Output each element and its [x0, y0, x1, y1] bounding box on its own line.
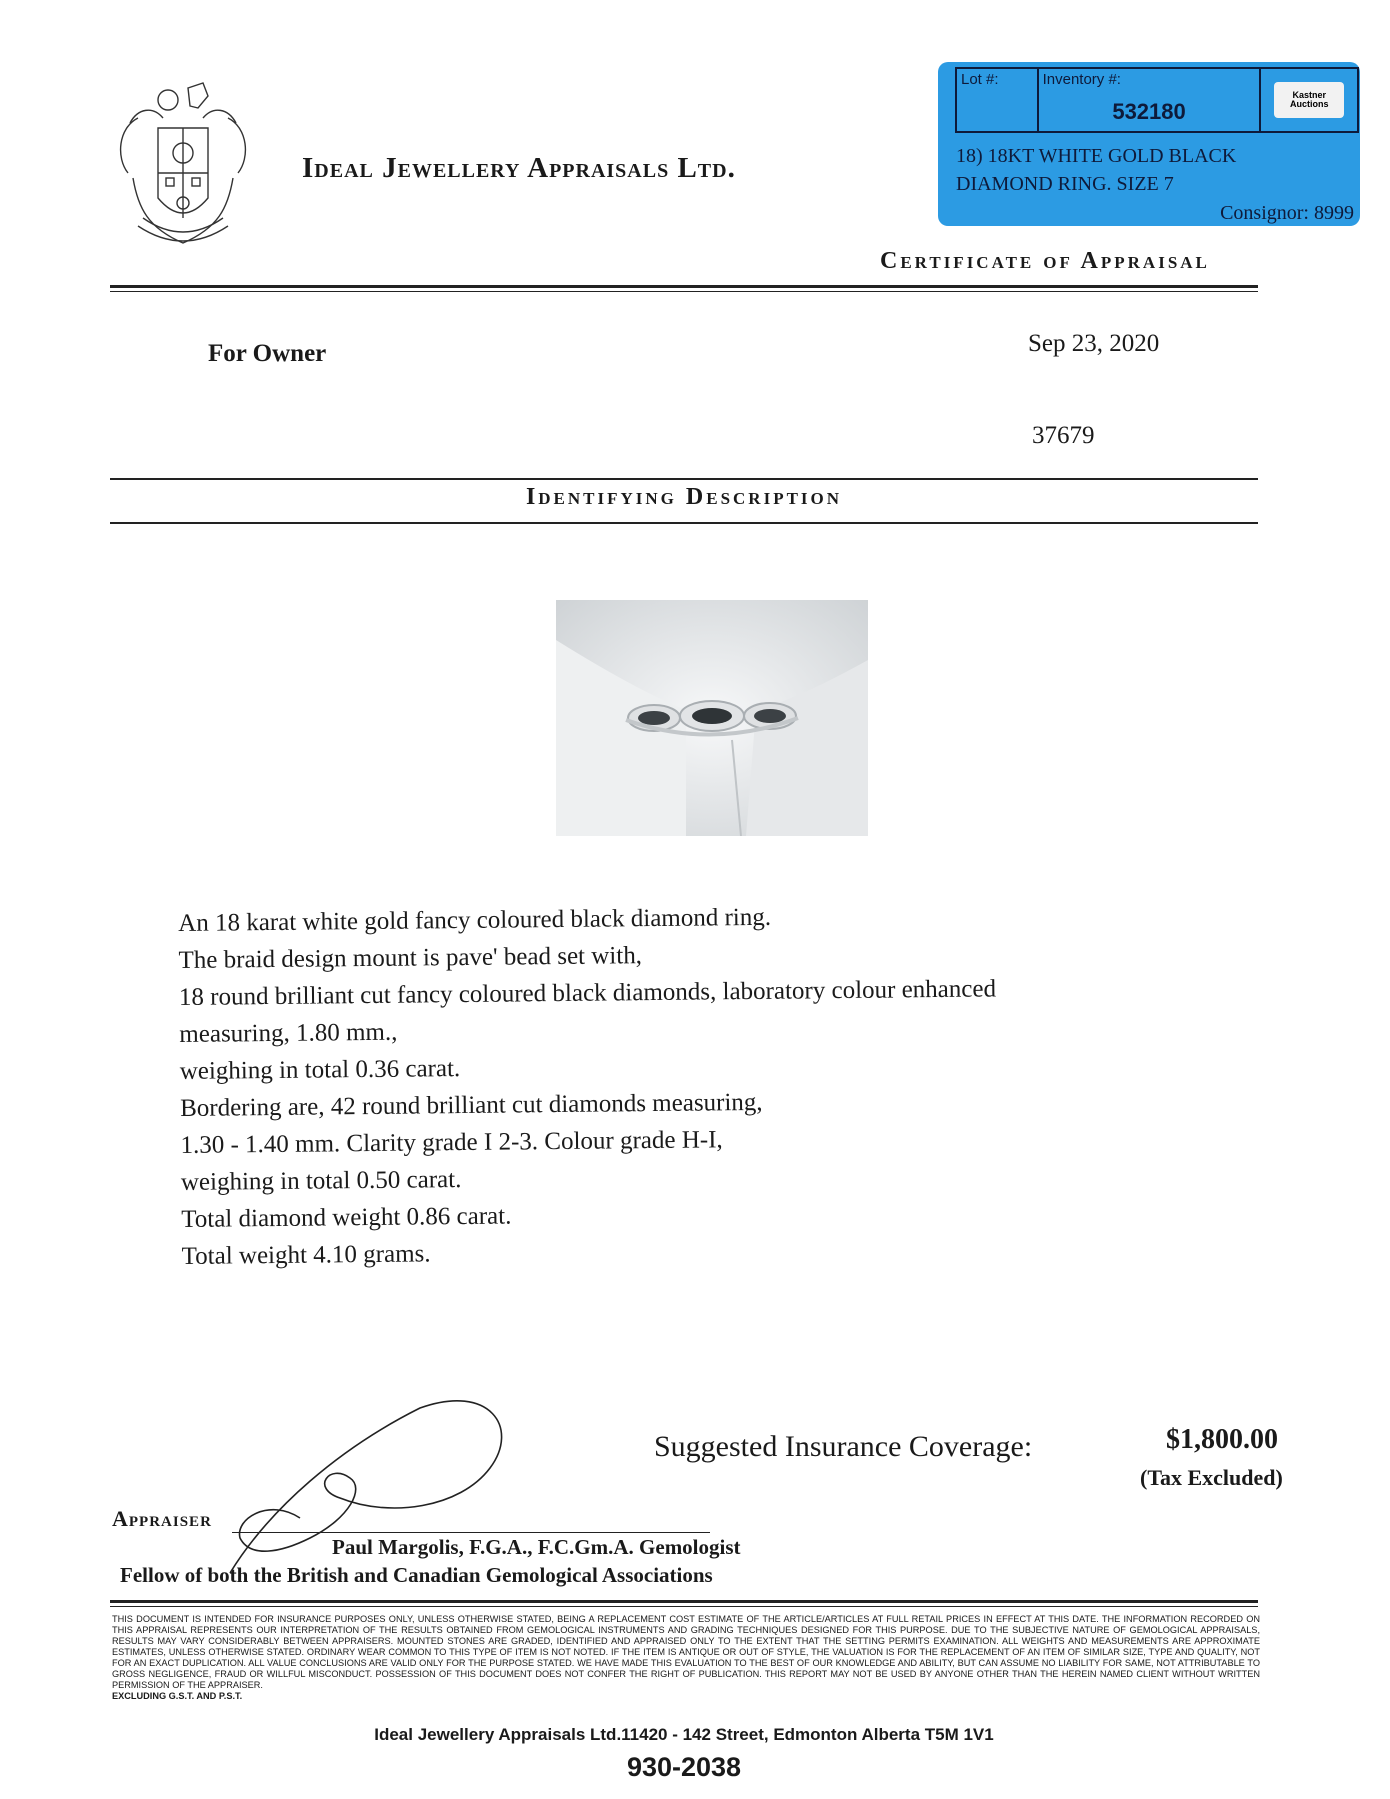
header-divider-thick: [110, 285, 1258, 288]
signature-line: [232, 1532, 710, 1533]
description-line: Total diamond weight 0.86 carat.: [181, 1202, 512, 1233]
header-divider-thin: [110, 291, 1258, 292]
disclaimer-tax-line: EXCLUDING G.S.T. AND P.S.T.: [112, 1691, 243, 1701]
inventory-label: Inventory #:: [1042, 71, 1121, 88]
certificate-title: Certificate of Appraisal: [880, 248, 1210, 274]
lot-description-line2: DIAMOND RING. SIZE 7: [956, 173, 1174, 195]
lot-label: Lot #:: [961, 71, 999, 88]
kastner-auctions-logo: [1274, 82, 1344, 118]
appraiser-credentials: Fellow of both the British and Canadian Gemological Associations: [120, 1563, 713, 1587]
lot-sticker: [938, 62, 1360, 226]
description-line: measuring, 1.80 mm.,: [179, 1018, 398, 1048]
auction-logo-line1: Kastner: [1292, 90, 1326, 100]
inventory-cell: [1039, 69, 1262, 131]
coat-of-arms-logo: [108, 78, 258, 258]
lot-description-line1: 18) 18KT WHITE GOLD BLACK: [956, 145, 1237, 167]
tax-note: (Tax Excluded): [1140, 1465, 1283, 1490]
disclaimer-text: THIS DOCUMENT IS INTENDED FOR INSURANCE PURPOSES ONLY, UNLESS OTHERWISE STATED, BEING A REPLACEMENT COST ESTIMATE OF THE ARTICLE/ARTICLES AT FULL RETAIL PRICES IN EFFECT AT THIS DATE. THE INFORMATION RECORDED ON THIS APPRAISAL REPRESENTS OUR INTERPRETATION OF THE RESULTS OBTAINED FROM GEMOLOGICAL INSTRUMENTS AND GRADING TECHNIQUES DESIGNED FOR THIS PURPOSE. DUE TO THE SUBJECTIVE NATURE OF GEMOLOGICAL APPRAISALS, RESULTS MAY VARY CONSIDERABLY BETWEEN APPRAISERS. MOUNTED STONES ARE GRADED, IDENTIFIED AND APPRAISED ONLY TO THE EXTENT THAT THE SETTING PERMITS EXAMINATION. ALL WEIGHTS AND MEASUREMENTS ARE APPROXIMATE ESTIMATES, UNLESS OTHERWISE STATED. ORDINARY WEAR COMMON TO THIS TYPE OF ITEM IS NOT NOTED. IF THE ITEM IS ANTIQUE OR OUT OF STYLE, THE VALUATION IS FOR THE REPLACEMENT OF AN ITEM OF SIMILAR SIZE, TYPE AND QUALITY, NOT FOR AN EXACT DUPLICATION. ALL VALUE CONCLUSIONS ARE VALID ONLY FOR THE PURPOSE STATED. WE HAVE MADE THIS EVALUATION TO THE BEST OF OUR KNOWLEDGE AND ABILITY, BUT CAN ASSUME NO LIABILITY FOR SAME, NOT ATTRIBUTABLE TO GROSS NEGLIGENCE, FRAUD OR WILLFUL MISCONDUCT. POSSESSION OF THIS DOCUMENT DOES NOT CONFER THE RIGHT OF PUBLICATION. THIS REPORT MAY NOT BE USED BY ANYONE OTHER THAN THE HEREIN NAMED CLIENT WITHOUT WRITTEN PERMISSION OF THE APPRAISER.: [112, 1614, 1260, 1690]
lot-number-cell: [957, 69, 1039, 131]
appraiser-name: Paul Margolis, F.G.A., F.C.Gm.A. Gemologist: [332, 1535, 741, 1559]
footer-phone: 930-2038: [626, 1752, 742, 1782]
identifying-title: Identifying Description: [525, 484, 843, 510]
description-line: weighing in total 0.50 carat.: [180, 1166, 462, 1196]
reference-number: 37679: [1032, 422, 1095, 449]
description-line: Total weight 4.10 grams.: [181, 1240, 431, 1270]
footer-divider-thick: [110, 1600, 1258, 1603]
description-line: An 18 karat white gold fancy coloured black diamond ring.: [178, 903, 772, 937]
description-line: 1.30 - 1.40 mm. Clarity grade I 2-3. Colour grade H-I,: [180, 1126, 723, 1159]
appraisal-date: Sep 23, 2020: [1028, 330, 1160, 357]
auction-logo-line2: Auctions: [1289, 99, 1329, 109]
ring-photo: [556, 600, 868, 836]
description-line: The braid design mount is pave' bead set with,: [178, 942, 643, 974]
owner-label: For Owner: [208, 340, 327, 367]
auction-logo-cell: [1261, 69, 1357, 131]
footer-address: Ideal Jewellery Appraisals Ltd.11420 - 142 Street, Edmonton Alberta T5M 1V1: [374, 1725, 994, 1744]
section-divider-top: [110, 478, 1258, 480]
description-line: Bordering are, 42 round brilliant cut diamonds measuring,: [179, 1088, 763, 1122]
coverage-amount: $1,800.00: [1166, 1424, 1278, 1455]
section-divider-bottom: [110, 522, 1258, 524]
coverage-label: Suggested Insurance Coverage:: [654, 1430, 1033, 1463]
disclaimer: [112, 1614, 1260, 1702]
footer-divider-thin: [110, 1606, 1258, 1607]
inventory-number: 532180: [1112, 99, 1186, 124]
lot-description: [956, 142, 1236, 198]
description-line: 18 round brilliant cut fancy coloured black diamonds, laboratory colour enhanced: [178, 975, 997, 1011]
company-name: Ideal Jewellery Appraisals Ltd.: [302, 152, 736, 184]
lot-grid: [955, 67, 1359, 133]
consignor: Consignor: 8999: [1220, 202, 1354, 224]
item-description: [178, 896, 999, 1275]
appraiser-label: Appraiser: [112, 1506, 212, 1531]
description-line: weighing in total 0.36 carat.: [179, 1055, 461, 1085]
